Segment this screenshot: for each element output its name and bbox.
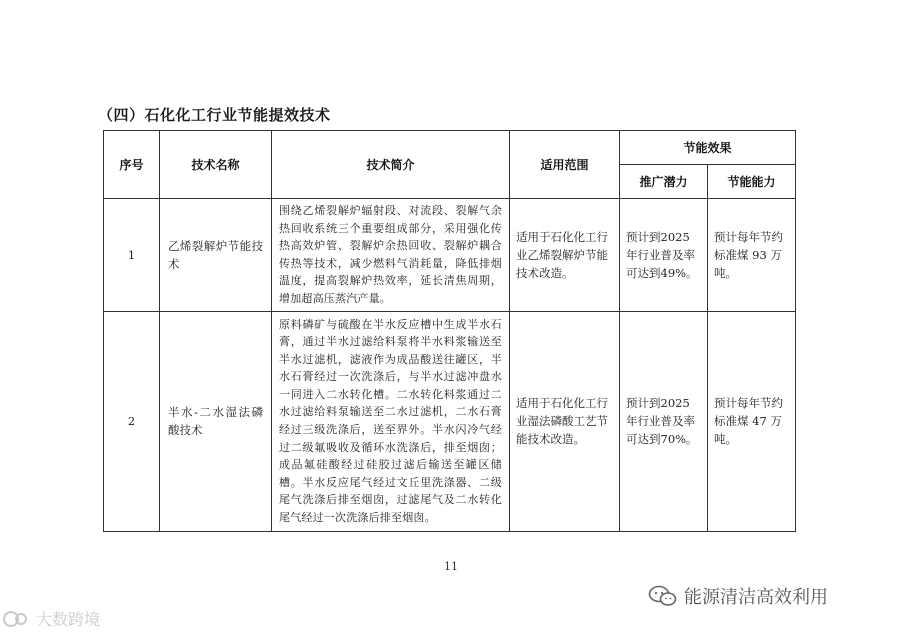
row-potential: 预计到2025年行业普及率可达到70%。 <box>620 311 708 531</box>
header-potential: 推广潜力 <box>620 165 708 199</box>
header-effect: 节能效果 <box>620 131 796 165</box>
row-scope: 适用于石化化工行业乙烯裂解炉节能技术改造。 <box>510 199 620 312</box>
header-capacity: 节能能力 <box>708 165 796 199</box>
row-num: 2 <box>104 311 160 531</box>
row-name: 半水-二水湿法磷酸技术 <box>160 311 272 531</box>
row-num: 1 <box>104 199 160 312</box>
page-number: 11 <box>444 560 458 573</box>
wechat-icon <box>648 585 678 607</box>
row-desc: 围绕乙烯裂解炉辐射段、对流段、裂解气余热回收系统三个重要组成部分，采用强化传热高效炉管、裂解炉余热回收、裂解炉耦合传热等技术，减少燃料气消耗量，降低排烟温度，提高裂解炉热效率，延长清焦周期，增加超高压蒸汽产量。 <box>272 199 510 312</box>
watermark-right-text: 能源清洁高效利用 <box>684 587 828 608</box>
section-title: （四）石化化工行业节能提效技术 <box>98 106 331 124</box>
table-row <box>104 199 796 312</box>
row-scope: 适用于石化化工行业湿法磷酸工艺节能技术改造。 <box>510 311 620 531</box>
brand-logo-icon <box>2 608 30 630</box>
watermark-left <box>2 607 100 630</box>
header-scope: 适用范围 <box>510 131 620 199</box>
row-capacity: 预计每年节约标准煤 93 万吨。 <box>708 199 796 312</box>
header-num: 序号 <box>104 131 160 199</box>
row-desc: 原料磷矿与硫酸在半水反应槽中生成半水石膏，通过半水过滤给料泵将半水料浆输送至半水过滤机，滤液作为成品酸送往罐区，半水石膏经过一次洗涤后，与半水过滤冲盘水一同进入二水转化槽。二水转化料浆通过二水过滤给料泵输送至二水过滤机，二水石膏经过三级洗涤后，送至界外。半水闪冷气经过二级氟吸收及循环水洗涤后，排至烟囱；成品氟硅酸经过硅胶过滤后输送至罐区储槽。半水反应尾气经过文丘里洗涤器、二级尾气洗涤后排至烟囱，过滤尾气及二水转化尾气经过一次洗涤后排至烟囱。 <box>272 311 510 531</box>
row-name: 乙烯裂解炉节能技术 <box>160 199 272 312</box>
header-desc: 技术简介 <box>272 131 510 199</box>
technology-table <box>103 130 796 532</box>
row-potential: 预计到2025年行业普及率可达到49%。 <box>620 199 708 312</box>
watermark-right <box>648 583 828 609</box>
header-row <box>104 131 796 165</box>
table-row <box>104 311 796 531</box>
header-name: 技术名称 <box>160 131 272 199</box>
watermark-left-text: 大数跨境 <box>36 610 101 629</box>
row-capacity: 预计每年节约标准煤 47 万吨。 <box>708 311 796 531</box>
